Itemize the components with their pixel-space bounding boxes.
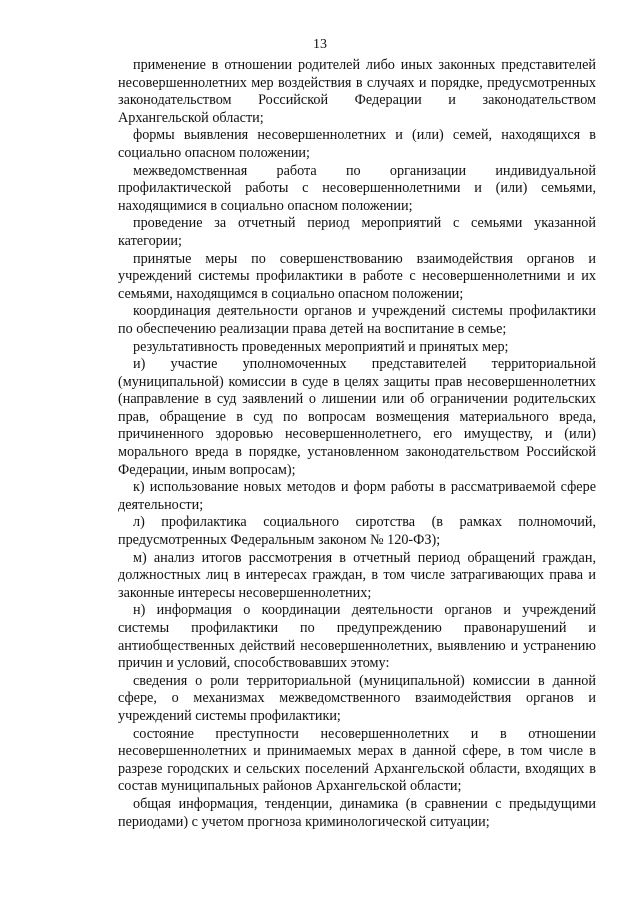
paragraph-item-n-coordination: н) информация о координации деятельности органов и учреждений системы профилактики по предупреждению правонарушений и антиобщественных действий несовершеннолетних, выявлению и устранению причин и условий, способствовавших этому: xyxy=(118,602,596,672)
paragraph-commission-role: сведения о роли территориальной (муниципальной) комиссии в данной сфере, о механизмах межведомственного взаимодействия органов и учреждений системы профилактики; xyxy=(118,672,596,724)
paragraph-item-i-court: и) участие уполномоченных представителей территориальной (муниципальной) комиссии в суде в целях защиты прав несовершеннолетних (направление в суд заявлений о лишении или об ограничении родительских прав, обращение в суд по вопросам возмещения материального вреда, причиненного здоровью несовершеннолетнего, его имуществу, и (или) морального вреда в порядке, установленном законодательством Российской Федерации, иным вопросам); xyxy=(118,356,596,478)
paragraph-item-l-orphanhood: л) профилактика социального сиротства (в рамках полномочий, предусмотренных Федеральным законом № 120-ФЗ); xyxy=(118,514,596,549)
paragraph-interagency-work: межведомственная работа по организации индивидуальной профилактической работы с несовершеннолетними и (или) семьями, находящимися в социально опасном положении; xyxy=(118,162,596,214)
paragraph-crime-state: состояние преступности несовершеннолетних и в отношении несовершеннолетних и принимаемых мерах в данной сфере, в том числе в разрезе городских и сельских поселений Архангельской области, входящих в состав муниципальных районов Архангельской области; xyxy=(118,725,596,795)
paragraph-interaction-measures: принятые меры по совершенствованию взаимодействия органов и учреждений системы профилактики в работе с несовершеннолетними и их семьями, находящимся в социально опасном положении; xyxy=(118,250,596,302)
paragraph-general-info: общая информация, тенденции, динамика (в сравнении с предыдущими периодами) с учетом прогноза криминологической ситуации; xyxy=(118,795,596,830)
page-number: 13 xyxy=(313,37,327,52)
paragraph-item-k-methods: к) использование новых методов и форм работы в рассматриваемой сфере деятельности; xyxy=(118,479,596,513)
paragraph-identification-forms: формы выявления несовершеннолетних и (или) семей, находящихся в социально опасном положении; xyxy=(118,127,596,161)
document-body xyxy=(118,57,596,831)
paragraph-coordination-family: координация деятельности органов и учреждений системы профилактики по обеспечению реализации права детей на воспитание в семье; xyxy=(118,303,596,337)
paragraph-family-events: проведение за отчетный период мероприятий с семьями указанной категории; xyxy=(118,215,596,249)
paragraph-effectiveness: результативность проведенных мероприятий и принятых мер; xyxy=(133,338,509,355)
paragraph-item-m-appeals: м) анализ итогов рассмотрения в отчетный период обращений граждан, должностных лиц в интересах граждан, в том числе затрагивающих права и законные интересы несовершеннолетних; xyxy=(118,549,596,601)
paragraph-parental-measures: применение в отношении родителей либо иных законных представителей несовершеннолетних мер воздействия в случаях и порядке, предусмотренных законодательством Российской Федерации и законодательством Архангельской области; xyxy=(118,57,596,126)
